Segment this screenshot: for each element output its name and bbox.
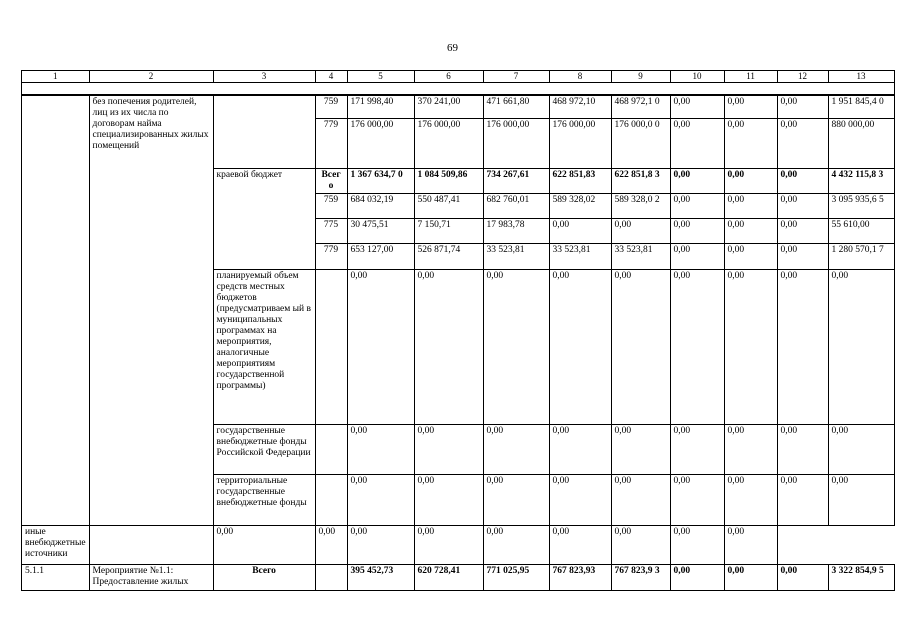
col-num-1: 1 xyxy=(22,71,90,83)
value-cell: 0,00 xyxy=(315,526,347,565)
value-cell: 0,00 xyxy=(611,219,670,244)
value-cell: 176 000,00 xyxy=(347,119,414,169)
value-cell: 653 127,00 xyxy=(347,244,414,270)
col-num-5: 5 xyxy=(347,71,414,83)
code-cell xyxy=(315,475,347,526)
value-cell: 0,00 xyxy=(549,219,611,244)
value-cell: 0,00 xyxy=(724,169,777,194)
value-cell: 684 032,19 xyxy=(347,194,414,219)
col-num-2: 2 xyxy=(89,71,213,83)
value-cell: 589 328,0 2 xyxy=(611,194,670,219)
code-cell: 775 xyxy=(315,219,347,244)
value-cell: 17 983,78 xyxy=(483,219,549,244)
value-cell: 0,00 xyxy=(483,425,549,475)
code-cell: 759 xyxy=(315,194,347,219)
value-cell: 526 871,74 xyxy=(414,244,483,270)
value-cell: 0,00 xyxy=(777,95,828,119)
source-cell: иные внебюджетные источники xyxy=(22,526,90,565)
value-cell: 176 000,00 xyxy=(414,119,483,169)
value-cell: 0,00 xyxy=(347,270,414,425)
value-cell: 1 951 845,4 0 xyxy=(828,95,894,119)
col-num-7: 7 xyxy=(483,71,549,83)
value-cell: 0,00 xyxy=(670,270,724,425)
value-cell: 171 998,40 xyxy=(347,95,414,119)
value-cell: 771 025,95 xyxy=(483,565,549,591)
table-row xyxy=(22,565,895,591)
value-cell: 0,00 xyxy=(724,244,777,270)
value-cell: 0,00 xyxy=(611,475,670,526)
value-cell: 0,00 xyxy=(828,425,894,475)
value-cell: 0,00 xyxy=(777,475,828,526)
value-cell: 0,00 xyxy=(414,475,483,526)
col-num-8: 8 xyxy=(549,71,611,83)
value-cell: 468 972,10 xyxy=(549,95,611,119)
row-number-cell xyxy=(22,95,90,526)
value-cell: 0,00 xyxy=(483,270,549,425)
col-num-6: 6 xyxy=(414,71,483,83)
value-cell: 0,00 xyxy=(828,270,894,425)
value-cell: 176 000,0 0 xyxy=(611,119,670,169)
value-cell: 0,00 xyxy=(549,425,611,475)
column-number-row xyxy=(22,71,895,83)
value-cell: 471 661,80 xyxy=(483,95,549,119)
description-cell: без попечения родителей, лиц из их числа по договорам найма специализированных жилых помещений xyxy=(89,95,213,526)
header-separator xyxy=(22,83,895,95)
value-cell: 7 150,71 xyxy=(414,219,483,244)
page-number: 69 xyxy=(447,42,458,54)
value-cell: 0,00 xyxy=(828,475,894,526)
col-num-13: 13 xyxy=(828,71,894,83)
value-cell: 3 322 854,9 5 xyxy=(828,565,894,591)
value-cell: 0,00 xyxy=(724,475,777,526)
value-cell: 33 523,81 xyxy=(483,244,549,270)
budget-table xyxy=(21,70,895,591)
value-cell: 0,00 xyxy=(777,244,828,270)
value-cell: 0,00 xyxy=(670,219,724,244)
value-cell: 0,00 xyxy=(724,526,777,565)
code-cell: 759 xyxy=(315,95,347,119)
value-cell: 395 452,73 xyxy=(347,565,414,591)
code-cell xyxy=(315,270,347,425)
col-num-10: 10 xyxy=(670,71,724,83)
value-cell: 0,00 xyxy=(670,565,724,591)
value-cell: 0,00 xyxy=(670,169,724,194)
value-cell: 0,00 xyxy=(347,475,414,526)
code-cell xyxy=(315,425,347,475)
value-cell: 0,00 xyxy=(670,194,724,219)
source-cell: краевой бюджет xyxy=(213,169,315,270)
value-cell: 880 000,00 xyxy=(828,119,894,169)
value-cell: 4 432 115,8 3 xyxy=(828,169,894,194)
value-cell: 0,00 xyxy=(611,425,670,475)
value-cell: 0,00 xyxy=(670,119,724,169)
value-cell: 370 241,00 xyxy=(414,95,483,119)
value-cell: 550 487,41 xyxy=(414,194,483,219)
code-cell xyxy=(89,526,213,565)
value-cell: 0,00 xyxy=(724,270,777,425)
value-cell: 468 972,1 0 xyxy=(611,95,670,119)
value-cell: 0,00 xyxy=(549,526,611,565)
value-cell: 30 475,51 xyxy=(347,219,414,244)
value-cell: 0,00 xyxy=(611,270,670,425)
value-cell: 176 000,00 xyxy=(549,119,611,169)
col-num-9: 9 xyxy=(611,71,670,83)
source-cell: государственные внебюджетные фонды Российской Федерации xyxy=(213,425,315,475)
value-cell: 0,00 xyxy=(724,194,777,219)
value-cell: 0,00 xyxy=(347,425,414,475)
value-cell: 0,00 xyxy=(670,95,724,119)
value-cell: 0,00 xyxy=(549,270,611,425)
col-num-11: 11 xyxy=(724,71,777,83)
value-cell: 682 760,01 xyxy=(483,194,549,219)
value-cell: 3 095 935,6 5 xyxy=(828,194,894,219)
value-cell: 622 851,83 xyxy=(549,169,611,194)
source-cell: территориальные государственные внебюджетные фонды xyxy=(213,475,315,526)
value-cell: 734 267,61 xyxy=(483,169,549,194)
value-cell: 0,00 xyxy=(611,526,670,565)
value-cell: 0,00 xyxy=(724,119,777,169)
value-cell: 0,00 xyxy=(549,475,611,526)
value-cell: 0,00 xyxy=(777,169,828,194)
value-cell: 0,00 xyxy=(777,565,828,591)
code-cell xyxy=(315,565,347,591)
value-cell: 0,00 xyxy=(777,194,828,219)
value-cell: 1 280 570,1 7 xyxy=(828,244,894,270)
value-cell: 0,00 xyxy=(777,219,828,244)
value-cell: 1 367 634,7 0 xyxy=(347,169,414,194)
col-num-12: 12 xyxy=(777,71,828,83)
value-cell: 0,00 xyxy=(777,270,828,425)
value-cell: 33 523,81 xyxy=(611,244,670,270)
value-cell: 0,00 xyxy=(724,565,777,591)
value-cell: 0,00 xyxy=(670,475,724,526)
value-cell: 0,00 xyxy=(724,95,777,119)
code-cell: Всег о xyxy=(315,169,347,194)
code-cell: 779 xyxy=(315,244,347,270)
value-cell: 0,00 xyxy=(670,244,724,270)
value-cell: 620 728,41 xyxy=(414,565,483,591)
value-cell: 0,00 xyxy=(670,425,724,475)
value-cell: 1 084 509,86 xyxy=(414,169,483,194)
value-cell: 0,00 xyxy=(724,219,777,244)
value-cell: 0,00 xyxy=(483,526,549,565)
value-cell: 0,00 xyxy=(414,425,483,475)
value-cell: 33 523,81 xyxy=(549,244,611,270)
value-cell: 767 823,9 3 xyxy=(611,565,670,591)
value-cell: 0,00 xyxy=(414,526,483,565)
table-row xyxy=(22,526,895,565)
code-cell: 779 xyxy=(315,119,347,169)
source-cell: Всего xyxy=(213,565,315,591)
col-num-4: 4 xyxy=(315,71,347,83)
value-cell: 55 610,00 xyxy=(828,219,894,244)
row-number-cell: 5.1.1 xyxy=(22,565,90,591)
value-cell: 0,00 xyxy=(670,526,724,565)
value-cell: 0,00 xyxy=(777,119,828,169)
description-cell: Мероприятие №1.1: Предоставление жилых xyxy=(89,565,213,591)
value-cell: 622 851,8 3 xyxy=(611,169,670,194)
value-cell: 0,00 xyxy=(414,270,483,425)
col-num-3: 3 xyxy=(213,71,315,83)
value-cell: 767 823,93 xyxy=(549,565,611,591)
source-cell xyxy=(213,95,315,169)
value-cell: 589 328,02 xyxy=(549,194,611,219)
value-cell: 0,00 xyxy=(347,526,414,565)
value-cell: 0,00 xyxy=(724,425,777,475)
value-cell: 0,00 xyxy=(483,475,549,526)
value-cell: 176 000,00 xyxy=(483,119,549,169)
table-row xyxy=(22,95,895,119)
value-cell: 0,00 xyxy=(777,425,828,475)
source-cell: планируемый объем средств местных бюджетов (предусматриваем ый в муниципальных программах на мероприятия, аналогичные мероприятиям государственной программы) xyxy=(213,270,315,425)
value-cell: 0,00 xyxy=(213,526,315,565)
